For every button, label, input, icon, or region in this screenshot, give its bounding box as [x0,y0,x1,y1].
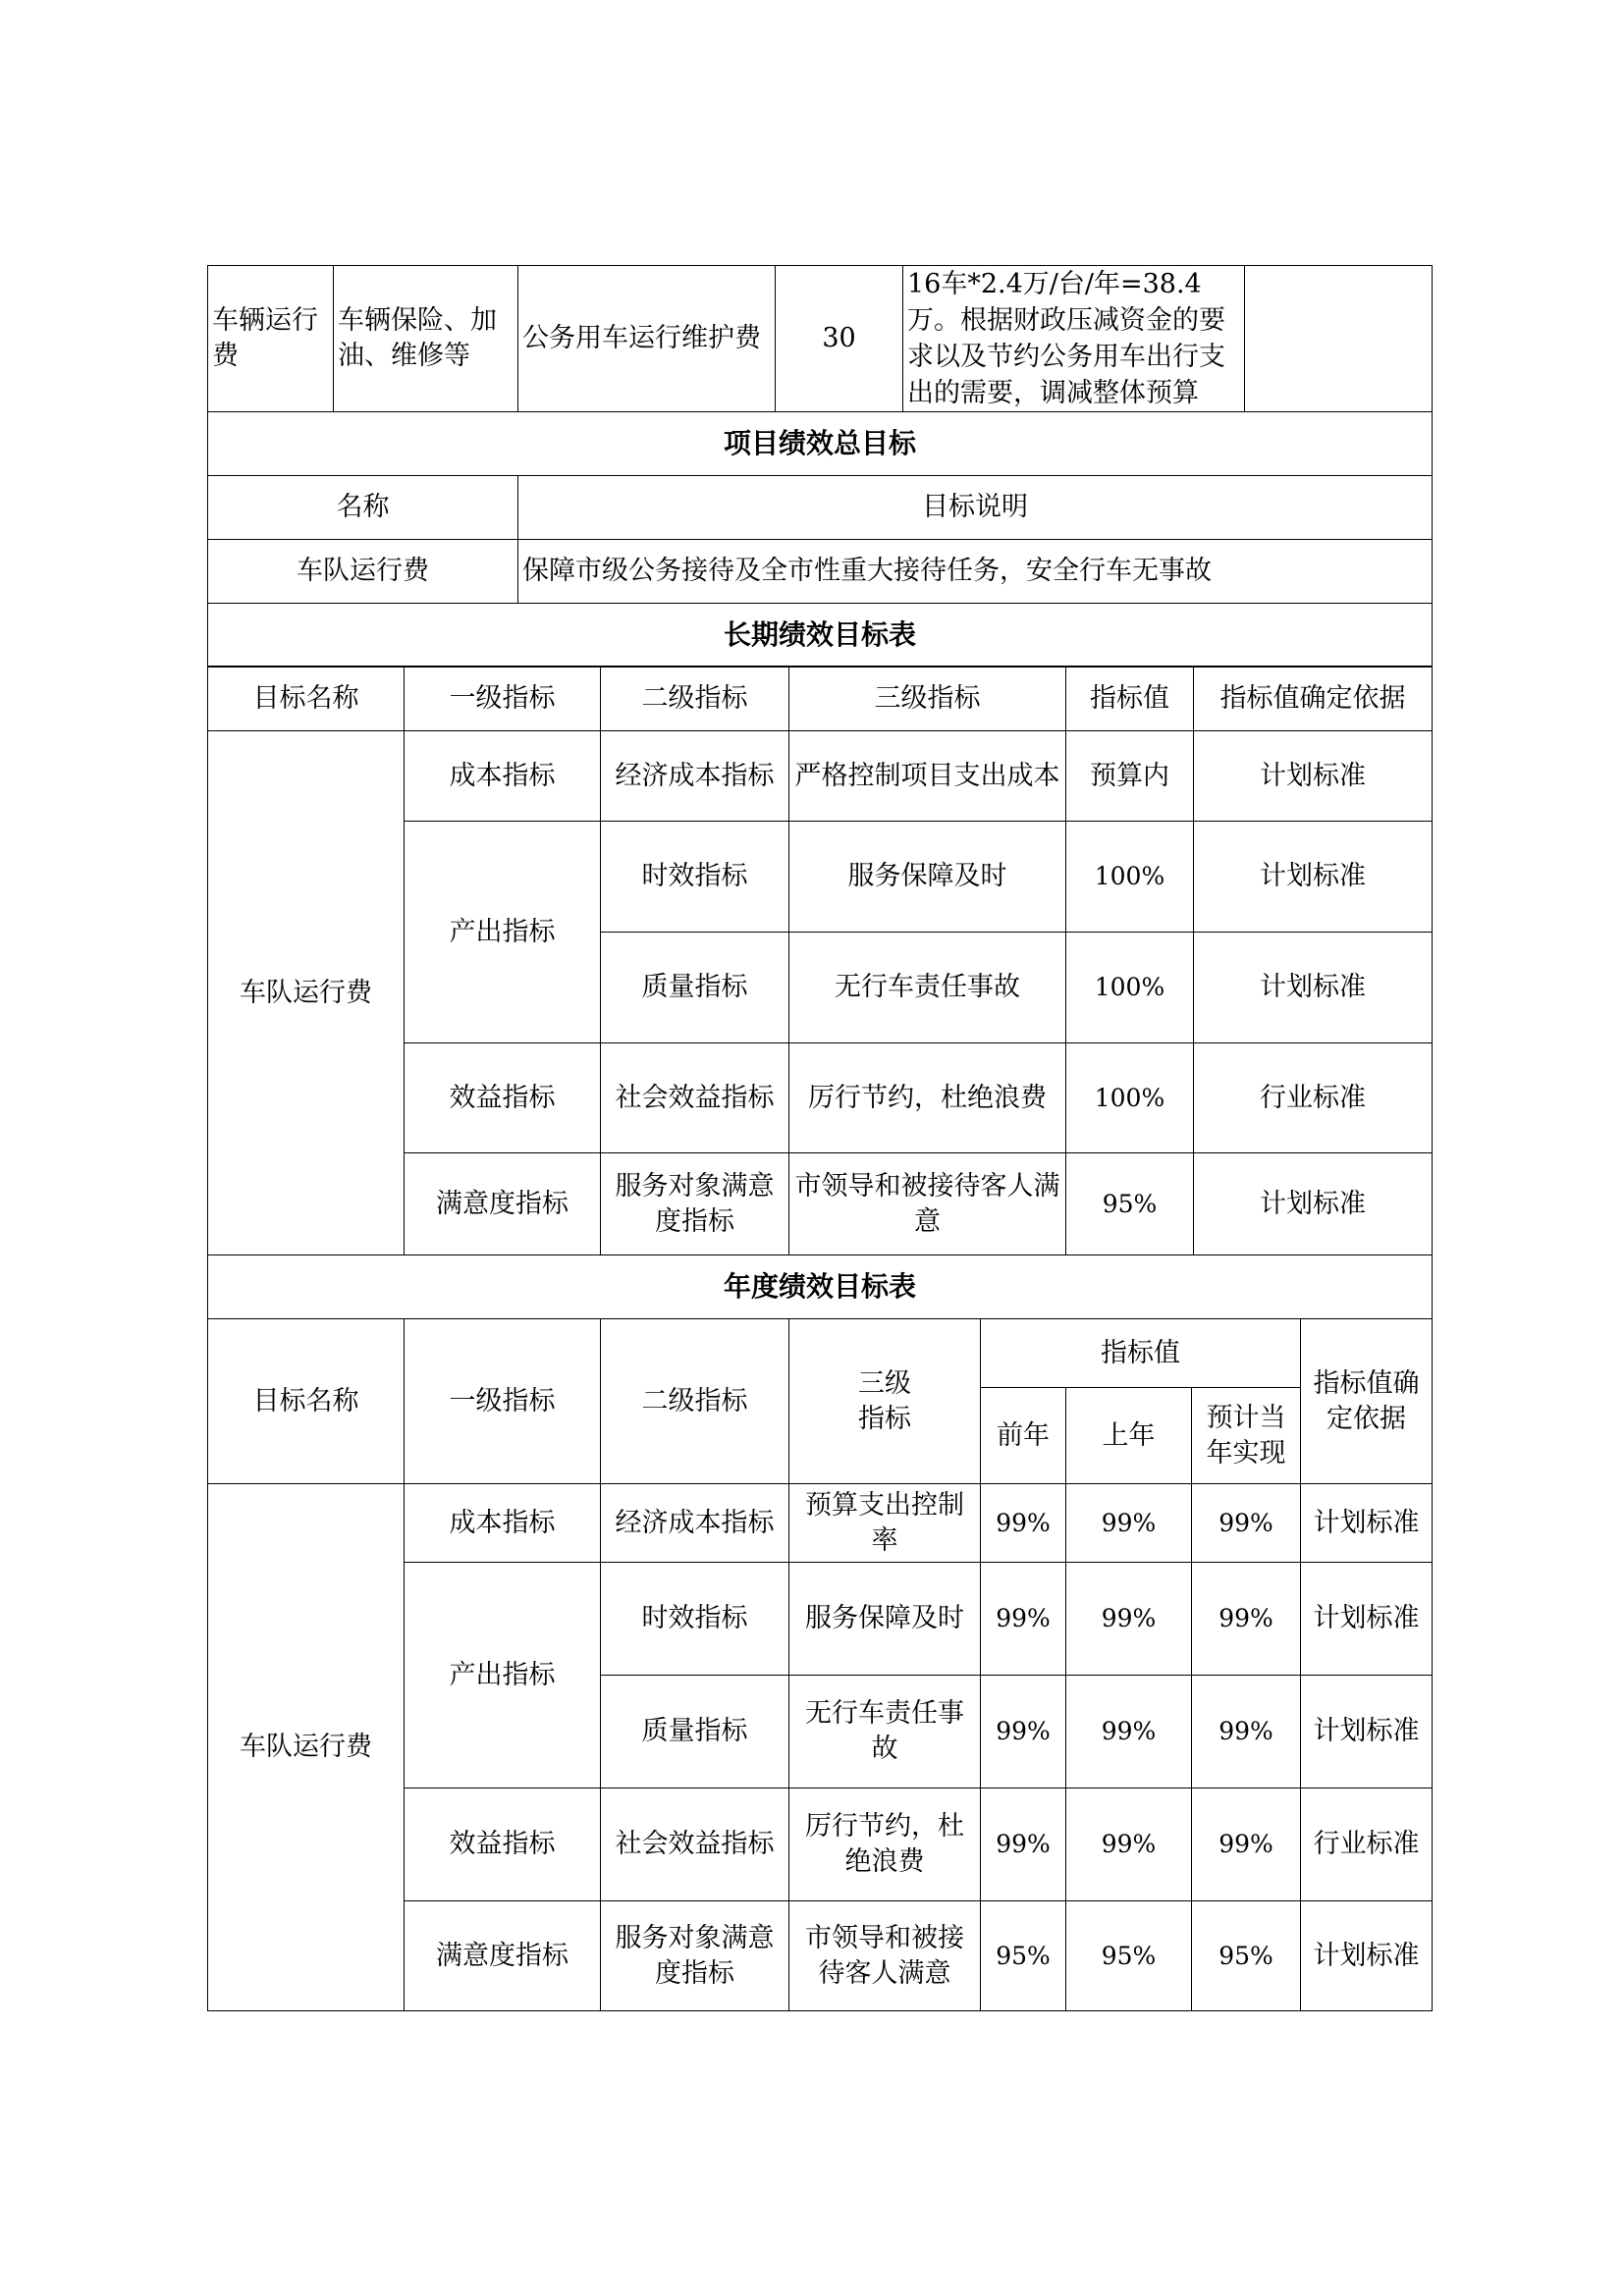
an-last: 99% [1066,1676,1192,1789]
table-row [208,1484,1433,1563]
an-prev: 95% [981,1901,1066,2011]
budget-empty-cell [1245,266,1433,412]
an-expected: 99% [1192,1563,1301,1676]
lt-basis: 行业标准 [1194,1043,1433,1153]
an-l3: 服务保障及时 [789,1563,981,1676]
an-basis: 行业标准 [1301,1789,1433,1901]
an-basis: 计划标准 [1301,1484,1433,1563]
lt-l1: 满意度指标 [405,1153,601,1255]
an-l1: 效益指标 [405,1789,601,1901]
an-expected: 99% [1192,1484,1301,1563]
lt-header-target: 目标名称 [208,667,405,731]
an-expected: 99% [1192,1676,1301,1789]
lt-l1: 产出指标 [405,822,601,1043]
an-prev: 99% [981,1789,1066,1901]
lt-l2: 时效指标 [601,822,789,933]
budget-item-category: 公务用车运行维护费 [518,266,776,412]
an-header-l1: 一级指标 [405,1319,601,1484]
an-l2: 社会效益指标 [601,1789,789,1901]
an-l1: 成本指标 [405,1484,601,1563]
lt-basis: 计划标准 [1194,933,1433,1043]
lt-basis: 计划标准 [1194,822,1433,933]
annual-table [207,1318,1433,2011]
an-l3: 预算支出控制率 [789,1484,981,1563]
an-l2: 质量指标 [601,1676,789,1789]
budget-item-content: 车辆保险、加油、维修等 [334,266,518,412]
an-header-l3: 三级指标 [789,1319,981,1484]
lt-basis: 计划标准 [1194,731,1433,822]
budget-and-goal-table [207,265,1433,667]
long-term-title: 长期绩效目标表 [208,604,1433,667]
an-header-prev: 前年 [981,1388,1066,1484]
an-basis: 计划标准 [1301,1563,1433,1676]
budget-amount: 30 [776,266,903,412]
an-header-value: 指标值 [981,1319,1301,1388]
an-l3: 无行车责任事故 [789,1676,981,1789]
overall-goal-header-desc: 目标说明 [518,476,1433,540]
lt-target-name: 车队运行费 [208,731,405,1255]
an-l2: 服务对象满意度指标 [601,1901,789,2011]
an-prev: 99% [981,1484,1066,1563]
overall-goal-title: 项目绩效总目标 [208,412,1433,476]
long-term-table [207,666,1433,1319]
an-last: 95% [1066,1901,1192,2011]
lt-value: 100% [1066,822,1194,933]
budget-item-name: 车辆运行费 [208,266,334,412]
an-l1: 满意度指标 [405,1901,601,2011]
an-target-name: 车队运行费 [208,1484,405,2011]
an-header-l2: 二级指标 [601,1319,789,1484]
lt-header-l2: 二级指标 [601,667,789,731]
annual-title: 年度绩效目标表 [208,1255,1433,1319]
overall-goal-name: 车队运行费 [208,540,518,604]
lt-value: 100% [1066,933,1194,1043]
an-header-target: 目标名称 [208,1319,405,1484]
an-basis: 计划标准 [1301,1901,1433,2011]
lt-l3: 市领导和被接待客人满意 [789,1153,1066,1255]
an-l3: 市领导和被接待客人满意 [789,1901,981,2011]
lt-value: 预算内 [1066,731,1194,822]
lt-l2: 质量指标 [601,933,789,1043]
an-last: 99% [1066,1789,1192,1901]
an-prev: 99% [981,1676,1066,1789]
overall-goal-desc: 保障市级公务接待及全市性重大接待任务，安全行车无事故 [518,540,1433,604]
lt-basis: 计划标准 [1194,1153,1433,1255]
lt-l3: 无行车责任事故 [789,933,1066,1043]
an-header-expected: 预计当年实现 [1192,1388,1301,1484]
lt-l1: 成本指标 [405,731,601,822]
an-expected: 99% [1192,1789,1301,1901]
lt-l3: 服务保障及时 [789,822,1066,933]
lt-header-l1: 一级指标 [405,667,601,731]
an-l1: 产出指标 [405,1563,601,1789]
lt-header-value: 指标值 [1066,667,1194,731]
table-row [208,731,1433,822]
lt-l3: 严格控制项目支出成本 [789,731,1066,822]
overall-goal-header-name: 名称 [208,476,518,540]
an-header-last: 上年 [1066,1388,1192,1484]
an-l2: 时效指标 [601,1563,789,1676]
lt-l3: 厉行节约，杜绝浪费 [789,1043,1066,1153]
an-expected: 95% [1192,1901,1301,2011]
an-last: 99% [1066,1563,1192,1676]
lt-header-basis: 指标值确定依据 [1194,667,1433,731]
lt-l2: 经济成本指标 [601,731,789,822]
budget-basis: 16车*2.4万/台/年=38.4万。根据财政压减资金的要求以及节约公务用车出行支出的需要，调减整体预算 [903,266,1245,412]
lt-l2: 服务对象满意度指标 [601,1153,789,1255]
an-last: 99% [1066,1484,1192,1563]
lt-l1: 效益指标 [405,1043,601,1153]
lt-l2: 社会效益指标 [601,1043,789,1153]
an-prev: 99% [981,1563,1066,1676]
lt-header-l3: 三级指标 [789,667,1066,731]
an-l2: 经济成本指标 [601,1484,789,1563]
an-header-basis: 指标值确定依据 [1301,1319,1433,1484]
an-l3: 厉行节约，杜绝浪费 [789,1789,981,1901]
lt-value: 95% [1066,1153,1194,1255]
an-basis: 计划标准 [1301,1676,1433,1789]
lt-value: 100% [1066,1043,1194,1153]
